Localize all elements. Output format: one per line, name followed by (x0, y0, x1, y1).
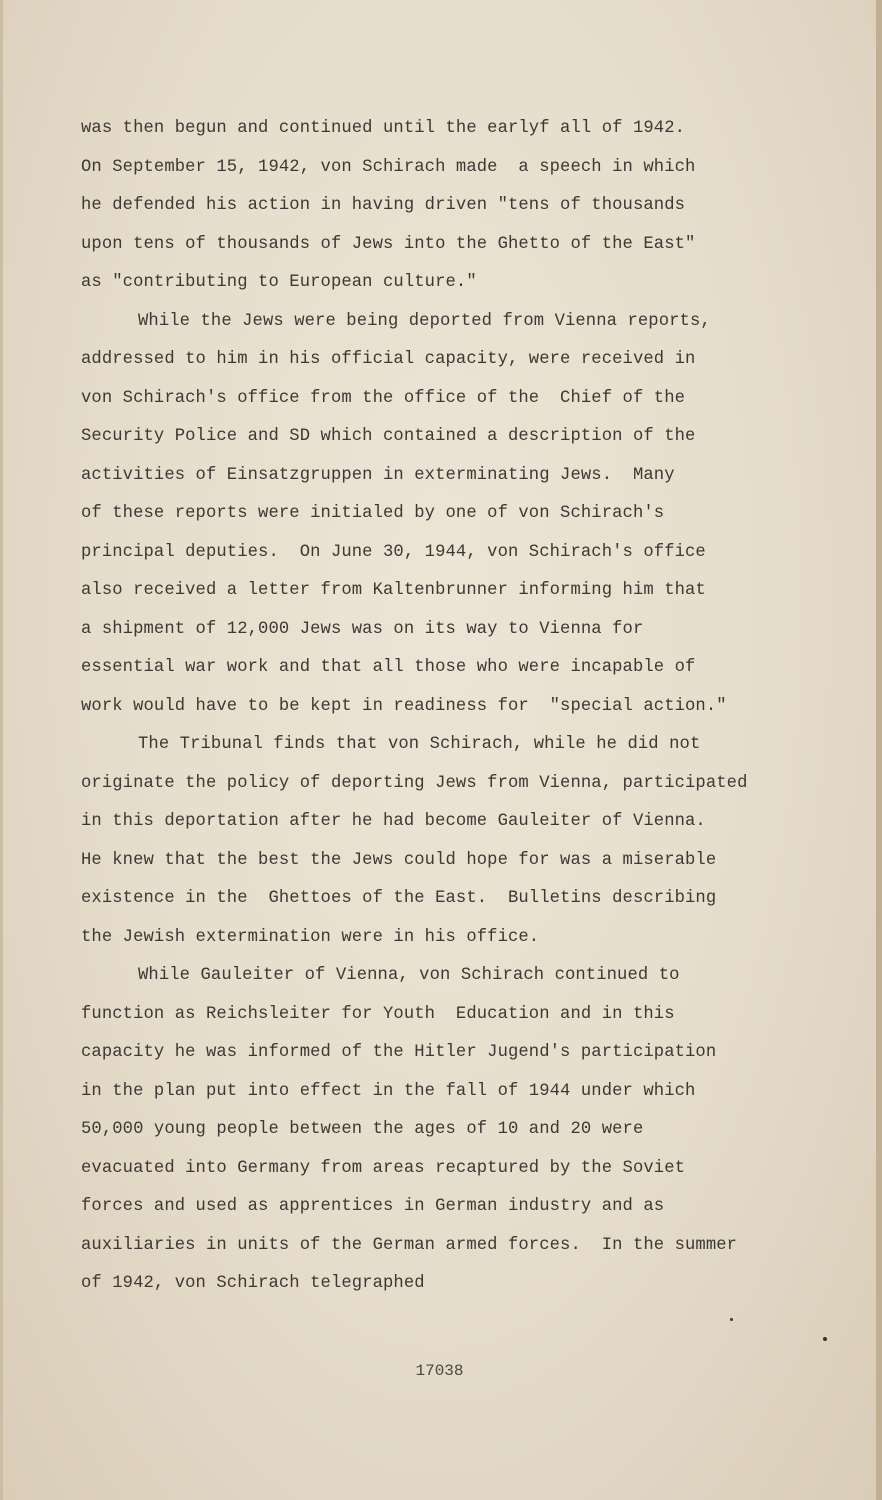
text-line: of these reports were initialed by one of von Schirach's (81, 504, 665, 523)
text-line: as "contributing to European culture." (81, 273, 477, 292)
text-line: evacuated into Germany from areas recaptured by the Soviet (81, 1158, 686, 1178)
text-line: principal deputies. On June 30, 1944, von Schirach's office (81, 542, 706, 562)
text-line: also received a letter from Kaltenbrunner informing him that (81, 581, 706, 600)
paragraph-start-line: While the Jews were being deported from Vienna reports, (138, 311, 711, 331)
ink-speck (730, 1318, 733, 1321)
text-line: originate the policy of deporting Jews from Vienna, participated (81, 773, 748, 793)
ink-speck (823, 1337, 827, 1341)
text-line: of 1942, von Schirach telegraphed (81, 1274, 425, 1293)
text-line: He knew that the best the Jews could hope for was a miserable (81, 850, 717, 870)
paragraph-start-line: While Gauleiter of Vienna, von Schirach continued to (138, 966, 680, 985)
text-line: Security Police and SD which contained a description of the (81, 427, 696, 446)
text-line: essential war work and that all those who were incapable of (81, 658, 696, 677)
text-line: forces and used as apprentices in German industry and as (81, 1197, 665, 1216)
text-line: in the plan put into effect in the fall of 1944 under which (81, 1081, 696, 1101)
text-line: On September 15, 1942, von Schirach made a speech in which (81, 157, 696, 177)
text-line: the Jewish extermination were in his office. (81, 927, 540, 947)
text-line: addressed to him in his official capacity, were received in (81, 350, 696, 369)
paragraph-start-line: The Tribunal finds that von Schirach, while he did not (138, 735, 701, 754)
text-line: auxiliaries in units of the German armed forces. In the summer (81, 1235, 738, 1255)
text-line: function as Reichsleiter for Youth Education and in this (81, 1004, 675, 1024)
text-line: existence in the Ghettoes of the East. Bulletins describing (81, 889, 717, 908)
text-line: work would have to be kept in readiness for "special action." (81, 696, 727, 716)
text-line: capacity he was informed of the Hitler Jugend's participation (81, 1043, 717, 1062)
text-line: he defended his action in having driven "tens of thousands (81, 196, 686, 215)
text-line: 50,000 young people between the ages of 10 and 20 were (81, 1120, 644, 1139)
body-text (81, 110, 841, 1304)
text-line: in this deportation after he had become Gauleiter of Vienna. (81, 812, 706, 831)
text-line: activities of Einsatzgruppen in exterminating Jews. Many (81, 465, 675, 485)
text-line: von Schirach's office from the office of the Chief of the (81, 388, 686, 408)
text-line: upon tens of thousands of Jews into the Ghetto of the East" (81, 234, 696, 254)
text-line: was then begun and continued until the earlyf all of 1942. (81, 119, 686, 138)
page-number: 17038 (415, 1362, 464, 1380)
text-line: a shipment of 12,000 Jews was on its way to Vienna for (81, 619, 644, 639)
